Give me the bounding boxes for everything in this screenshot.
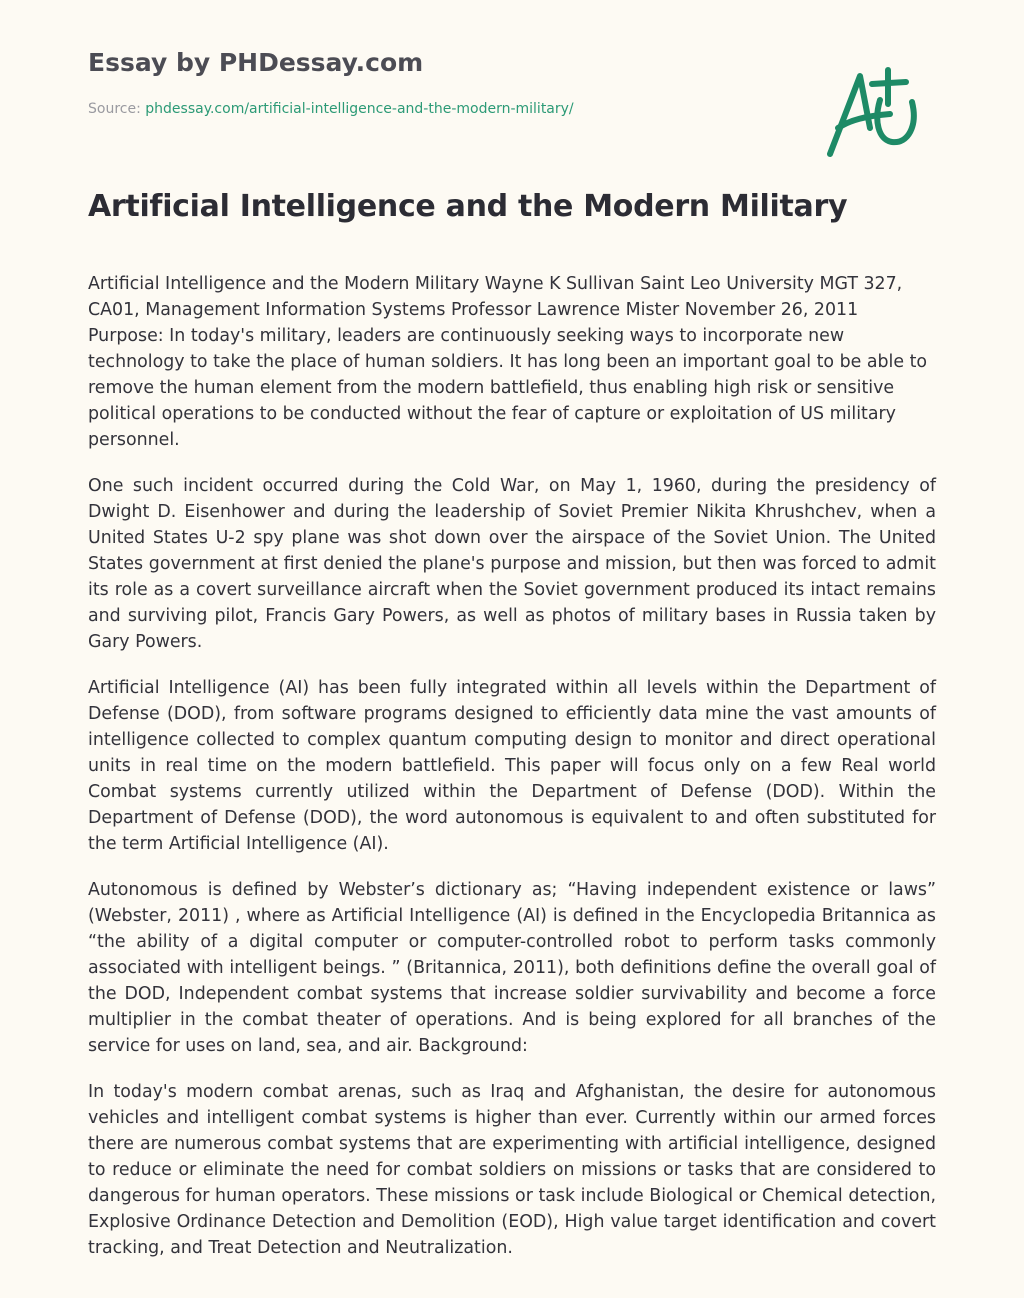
essay-paragraph: In today's modern combat arenas, such as Iraq and Afghanistan, the desire for autonomous vehicles and intelligent combat systems is higher than ever. Currently within our armed forces there are numerous combat systems that are experimenting with artificial intelligence, designed to reduce or eliminate the need for combat soldiers on missions or tasks that are considered to dangerous for human operators. These missions or task include Biological or Chemical detection, Explosive Ordinance Detection and Demolition (EOD), High value target identification and covert tracking, and Treat Detection and Neutralization. xyxy=(88,1082,936,1258)
essay-paragraph: Artificial Intelligence (AI) has been fully integrated within all levels within the Department of Defense (DOD), from software programs designed to efficiently data mine the vast amounts of intelligence collected to complex quantum computing design to monitor and direct operational units in real time on the modern battlefield. This paper will focus only on a few Real world Combat systems currently utilized within the Department of Defense (DOD). Within the Department of Defense (DOD), the word autonomous is equivalent to and often substituted for the term Artificial Intelligence (AI). xyxy=(88,678,936,854)
a-plus-grade-icon-svg xyxy=(820,62,932,164)
source-link[interactable]: phdessay.com/artificial-intelligence-and-the-modern-military/ xyxy=(145,101,574,117)
page-title: Artificial Intelligence and the Modern Military xyxy=(88,189,848,224)
site-brand: Essay by PHDessay.com xyxy=(88,48,424,77)
source-label: Source: xyxy=(88,101,141,117)
essay-paragraph: Autonomous is defined by Webster’s dictionary as; “Having independent existence or laws” (Webster, 2011) , where as Artificial Intelligence (AI) is defined in the Encyclopedia Britannica as “the ability of a digital computer or computer-controlled robot to perform tasks commonly associated with intelligent beings. ” (Britannica, 2011), both definitions define the overall goal of the DOD, Independent combat systems that increase soldier survivability and become a force multiplier in the combat theater of operations. And is being explored for all branches of the service for uses on land, sea, and air. Background: xyxy=(88,880,936,1056)
essay-paragraph: Artificial Intelligence and the Modern Military Wayne K Sullivan Saint Leo University MGT 327, CA01, Management Information Systems Professor Lawrence Mister November 26, 2011 Purpose: In today's military, leaders are continuously seeking ways to incorporate new technology to take the place of human soldiers. It has long been an important goal to be able to remove the human element from the modern battlefield, thus enabling high risk or sensitive political operations to be conducted without the fear of capture or exploitation of US military personnel. xyxy=(88,274,928,450)
source-line xyxy=(88,101,574,117)
essay-body xyxy=(88,271,936,1258)
a-plus-grade-icon xyxy=(820,62,932,164)
essay-paragraph: One such incident occurred during the Cold War, on May 1, 1960, during the presidency of Dwight D. Eisenhower and during the leadership of Soviet Premier Nikita Khrushchev, when a United States U-2 spy plane was shot down over the airspace of the Soviet Union. The United States government at first denied the plane's purpose and mission, but then was forced to admit its role as a covert surveillance aircraft when the Soviet government produced its intact remains and surviving pilot, Francis Gary Powers, as well as photos of military bases in Russia taken by Gary Powers. xyxy=(88,476,936,652)
